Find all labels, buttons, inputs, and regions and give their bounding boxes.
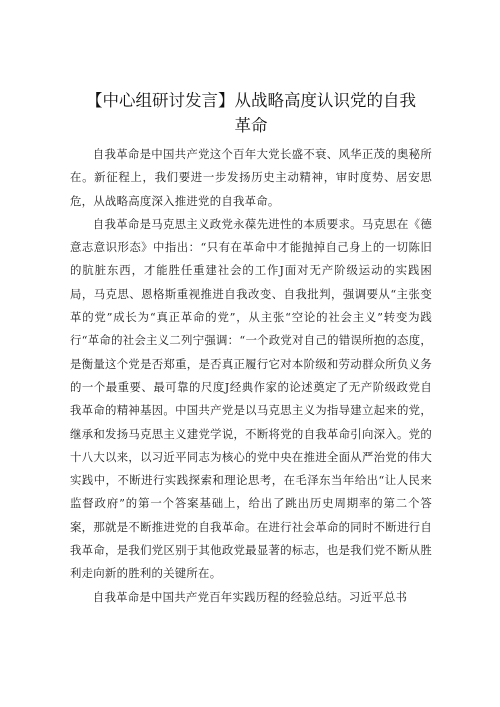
paragraph-2: 自我革命是马克思主义政党永葆先进性的本质要求。马克思在《德意志意识形态》中指出：“只有在革命中才能抛掉自己身上的一切陈旧的肮脏东西，才能胜任重建社会的工作J面对无产阶级运动的实践困局，马克思、恩格斯重视推进自我改变、自我批判，强调要从“主张变革的党”成长为“真正革命的党”，从主张“空论的社会主义”转变为践行“革命的社会主义二列宁强调：“一个政党对自己的错误所抱的态度，是衡量这个党是否郑重，是否真正履行它对本阶级和劳动群众所负义务的一个最重要、最可靠的尺度J经典作家的论述奠定了无产阶级政党自我革命的精神基因。中国共产党是以马克思主义为指导建立起来的党，继承和发扬马克思主义建党学说，不断将党的自我革命引向深入。党的十八大以来，以习近平同志为核心的党中央在推进全面从严治党的伟大实践中，不断进行实践探索和理论思考，在毛泽东当年给出“让人民来监督政府”的第一个答案基础上，给出了跳出历史周期率的第二个答案，那就是不断推进党的自我革命。在进行社会革命的同时不断进行自我革命，是我们党区别于其他政党最显著的标志，也是我们党不断从胜利走向新的胜利的关键所在。 — [70, 216, 432, 581]
paragraph-3: 自我革命是中国共产党百年实践历程的经验总结。习近平总书 — [92, 589, 408, 604]
paragraph-1: 自我革命是中国共产党这个百年大党长盛不衰、风华正茂的奥秘所在。新征程上，我们要进一步发扬历史主动精神，审时度势、居安思危，从战略高度深入推进党的自我革命。 — [70, 147, 432, 208]
title-line-2: 革命 — [234, 116, 268, 135]
title-line-1: 【中心组研讨发言】从战略高度认识党的自我 — [86, 91, 416, 110]
document-title — [70, 88, 432, 138]
